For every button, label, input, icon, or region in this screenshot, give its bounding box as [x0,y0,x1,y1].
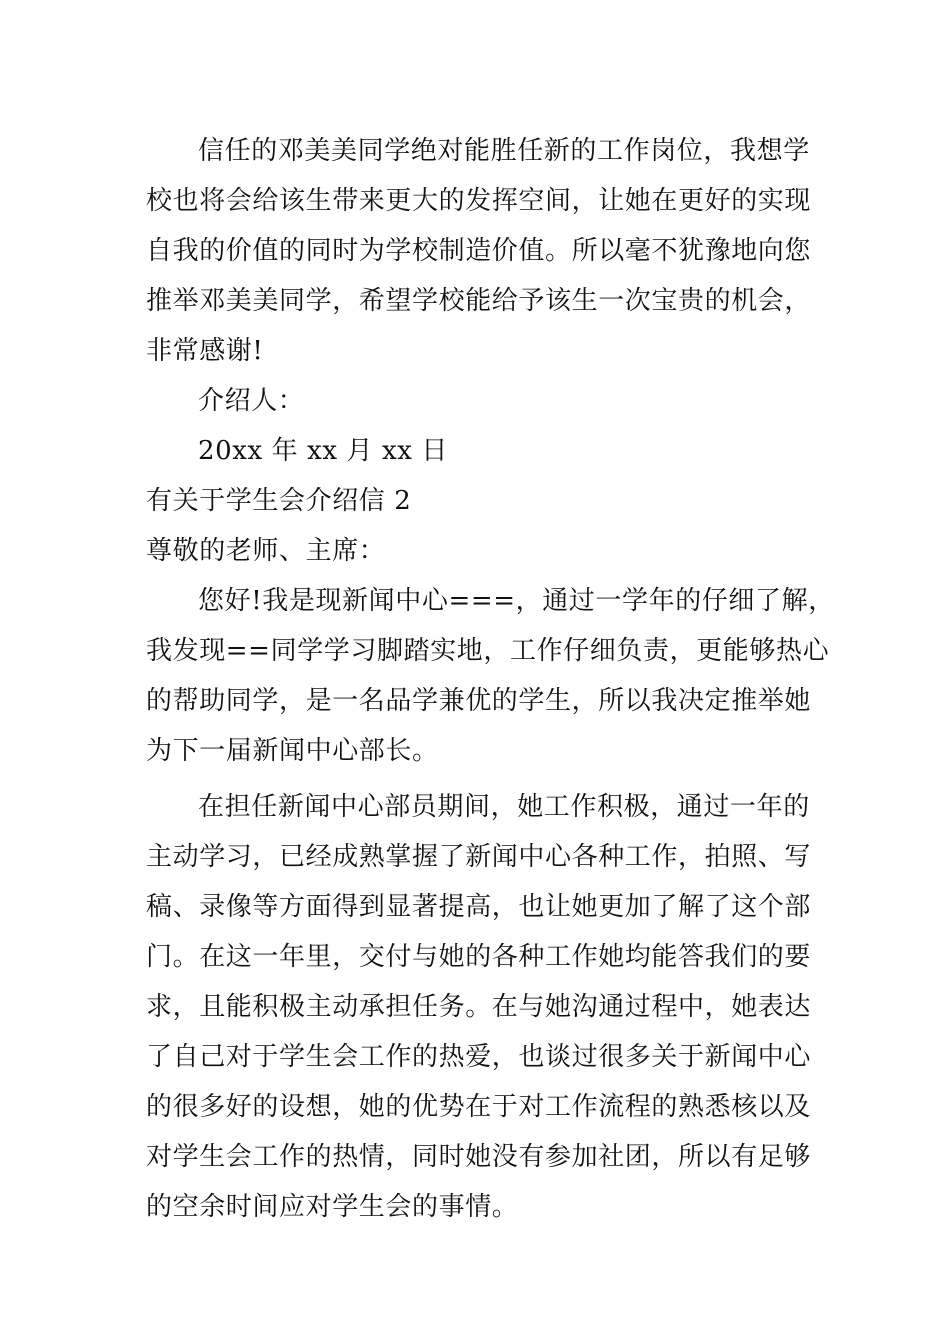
paragraph-line: 了自己对于学生会工作的热爱，也谈过很多关于新闻中心 [146,1042,812,1072]
paragraph-line: 为下一届新闻中心部长。 [146,736,439,766]
paragraph-line: 推举邓美美同学，希望学校能给予该生一次宝贵的机会， [146,286,812,316]
letter-date: 20xx 年 xx 月 xx 日 [198,436,448,466]
salutation: 尊敬的老师、主席： [146,536,386,566]
paragraph-line: 我发现==同学学习脚踏实地，工作仔细负责，更能够热心 [146,636,830,666]
paragraph-line: 主动学习，已经成熟掌握了新闻中心各种工作，拍照、写 [146,842,812,872]
paragraph-line: 信任的邓美美同学绝对能胜任新的工作岗位，我想学 [198,136,810,166]
introducer-label: 介绍人： [198,386,305,416]
paragraph-line: 非常感谢! [146,336,264,366]
paragraph-line: 门。在这一年里，交付与她的各种工作她均能答我们的要 [146,942,812,972]
paragraph-line: 在担任新闻中心部员期间，她工作积极，通过一年的 [198,792,810,822]
paragraph-line: 校也将会给该生带来更大的发挥空间，让她在更好的实现 [146,186,812,216]
paragraph-line: 您好!我是现新闻中心===，通过一学年的仔细了解， [198,586,835,616]
paragraph-line: 对学生会工作的热情，同时她没有参加社团，所以有足够 [146,1142,812,1172]
paragraph-line: 稿、录像等方面得到显著提高，也让她更加了解了这个部 [146,892,812,922]
paragraph-line: 的帮助同学，是一名品学兼优的学生，所以我决定推举她 [146,686,812,716]
paragraph-line: 的空余时间应对学生会的事情。 [146,1192,519,1222]
paragraph-line: 的很多好的设想，她的优势在于对工作流程的熟悉核以及 [146,1092,812,1122]
paragraph-line: 自我的价值的同时为学校制造价值。所以毫不犹豫地向您 [146,236,812,266]
letter-body [146,126,835,1232]
paragraph-line: 求，且能积极主动承担任务。在与她沟通过程中，她表达 [146,992,812,1022]
section-heading: 有关于学生会介绍信 2 [146,486,412,516]
